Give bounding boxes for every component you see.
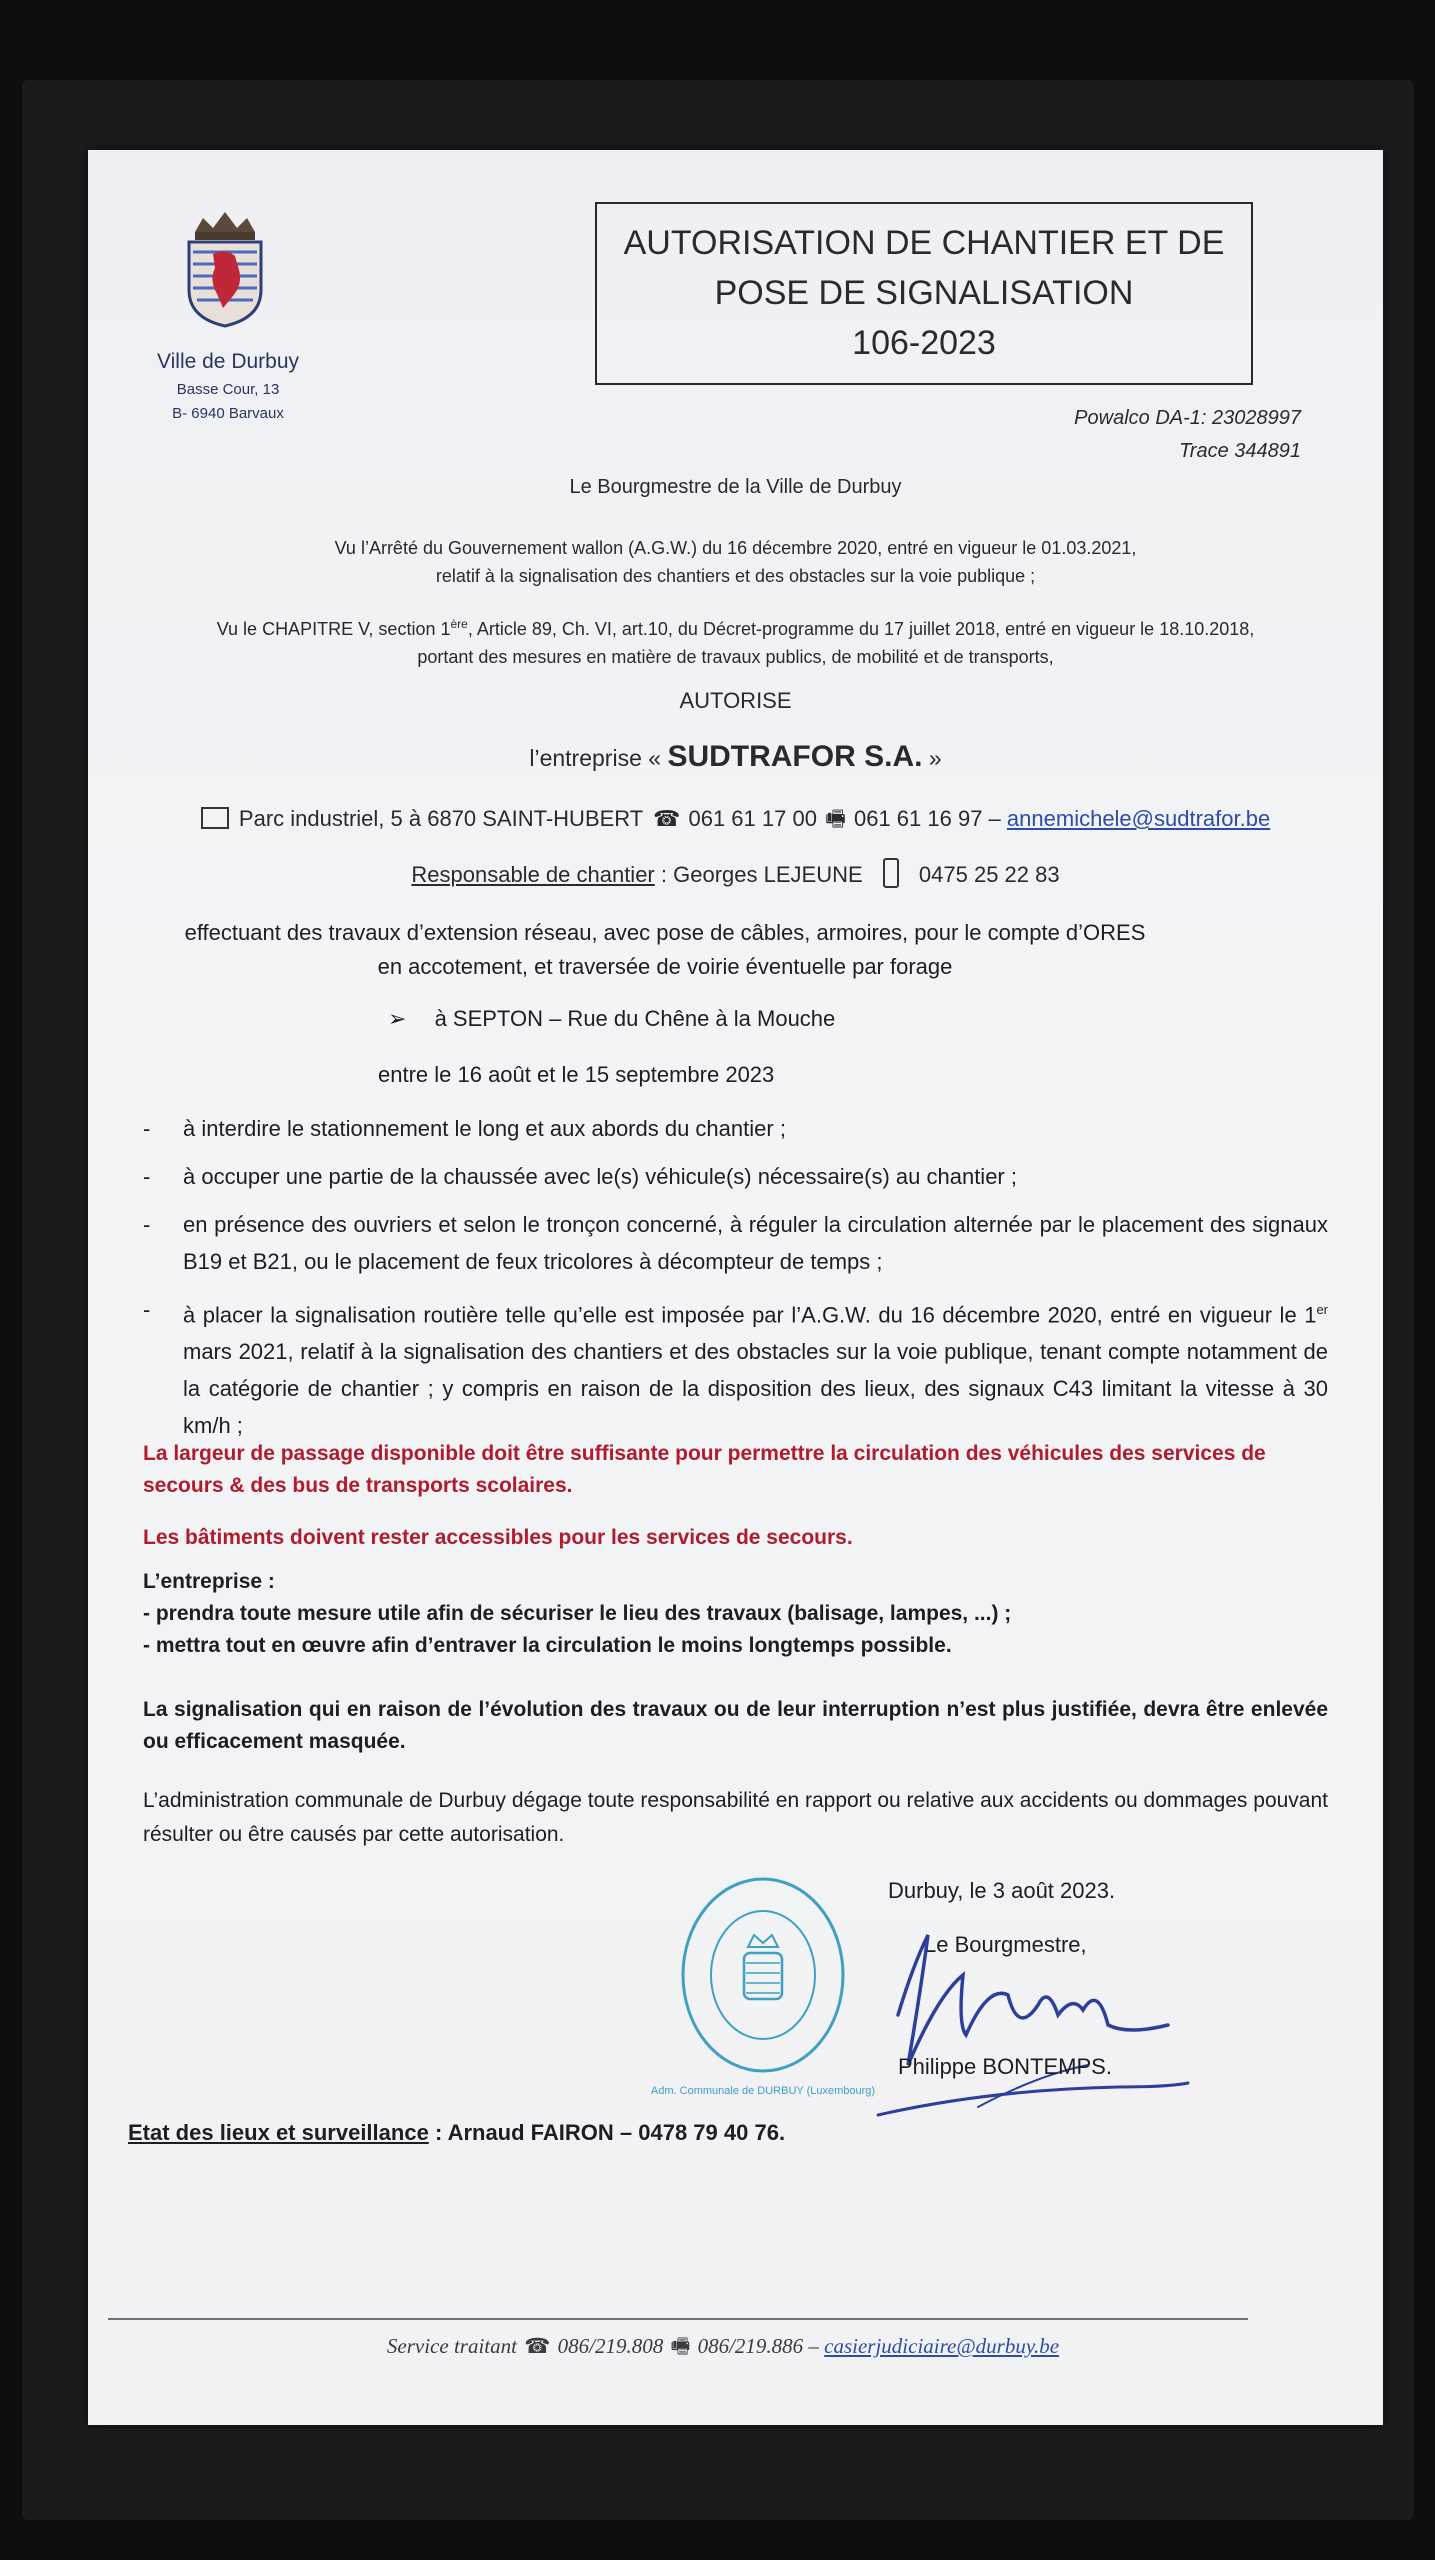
footer-label: Service traitant [386, 2334, 517, 2358]
city-address [128, 378, 328, 426]
list-item-text: à occuper une partie de la chaussée avec le(s) véhicule(s) nécessaire(s) au chantier ; [183, 1164, 1017, 1189]
authorization-list [143, 1110, 1328, 1455]
list-item [143, 1110, 1328, 1147]
title-line-2: POSE DE SIGNALISATION [714, 274, 1134, 312]
document-page [88, 150, 1383, 2425]
bourgmestre-line: Le Bourgmestre de la Ville de Durbuy [569, 476, 902, 498]
footer-phone-icon: ☎ [524, 2334, 551, 2358]
municipal-stamp-icon [678, 1875, 848, 2075]
legal-basis-2-sup: ère [450, 617, 468, 631]
signage-removal-notice: La signalisation qui en raison de l’évolution des travaux ou de leur interruption n’est plus justifiée, devra être enlevée ou efficacement masquée. [143, 1698, 1328, 1753]
contractor-obligation-1: - prendra toute mesure utile afin de sécuriser le lieu des travaux (balisage, lampes, ...) ; [143, 1602, 1012, 1625]
company-address: Parc industriel, 5 à 6870 SAINT-HUBERT [238, 806, 643, 831]
open-quote: « [648, 745, 662, 771]
company-fax: 061 61 16 97 – [853, 806, 1001, 831]
stamp-text: Adm. Communale de DURBUY (Luxembourg) [650, 2085, 876, 2097]
contractor-obligation-2: - mettra tout en œuvre afin d’entraver la circulation le moins longtemps possible. [143, 1634, 952, 1657]
phone-icon: ☎ [652, 806, 681, 831]
notice-buildings-access: Les bâtiments doivent rester accessibles pour les services de secours. [143, 1526, 853, 1549]
ref-trace: Trace 344891 [1179, 440, 1301, 462]
footer-phone: 086/219.808 [557, 2334, 664, 2358]
legal-basis-2-line-1 [88, 610, 1383, 643]
company-prefix: l’entreprise [529, 745, 642, 771]
footer-fax-icon: 🖷 [670, 2334, 691, 2358]
surveillance-value: Arnaud FAIRON – 0478 79 40 76. [447, 2120, 786, 2145]
legal-basis-2-a: Vu le CHAPITRE V, section 1 [216, 619, 451, 639]
list-item-text-a: à placer la signalisation routière telle qu’elle est imposée par l’A.G.W. du 16 décembre 2020, entré en vigueur le 1 [183, 1302, 1317, 1328]
address-line-1: Basse Cour, 13 [176, 381, 280, 398]
coat-of-arms-icon [183, 210, 267, 328]
footer-fax: 086/219.886 – [697, 2334, 819, 2358]
site-manager-phone: 0475 25 22 83 [918, 862, 1060, 887]
signature-role: Le Bourgmestre, [924, 1932, 1087, 1957]
reference-block [1074, 402, 1301, 468]
legal-basis-1-line-1: Vu l’Arrêté du Gouvernement wallon (A.G.W.) du 16 décembre 2020, entré en vigueur le 01.03.2021, [334, 538, 1137, 558]
fax-icon: 🖷 [825, 806, 846, 831]
city-name: Ville de Durbuy [156, 350, 300, 373]
footer [148, 2332, 1298, 2367]
envelope-icon [201, 807, 229, 829]
contractor-label: L’entreprise : [143, 1570, 275, 1593]
ref-powalco: Powalco DA-1: 23028997 [1074, 407, 1301, 429]
list-dash: - [143, 1116, 151, 1141]
liability-disclaimer: L’administration communale de Durbuy dégage toute responsabilité en rapport ou relative aux accidents ou dommages pouvant résulter ou être causés par cette autorisation. [143, 1789, 1328, 1846]
works-description [140, 916, 1190, 984]
location-text: à SEPTON – Rue du Chêne à la Mouche [434, 1006, 836, 1031]
works-location [388, 1006, 835, 1032]
works-line-1: effectuant des travaux d’extension réseau, avec pose de câbles, armoires, pour le compte d’ORES [184, 920, 1146, 945]
title-number: 106-2023 [852, 324, 996, 362]
mobile-phone-icon [883, 858, 899, 888]
surveillance-label: Etat des lieux et surveillance [128, 2120, 429, 2145]
works-period: entre le 16 août et le 15 septembre 2023 [378, 1062, 775, 1087]
list-item-sup: er [1316, 1302, 1328, 1317]
surveillance-sep: : [434, 2120, 443, 2145]
title-line-1: AUTORISATION DE CHANTIER ET DE [623, 224, 1225, 262]
legal-basis-2 [88, 610, 1383, 671]
list-dash: - [143, 1212, 151, 1237]
legal-basis-1 [88, 534, 1383, 590]
company-line [88, 740, 1383, 774]
contractor-obligations [143, 1566, 1328, 1662]
legal-basis-2-line-2: portant des mesures en matière de travaux publics, de mobilité et de transports, [417, 647, 1054, 667]
list-item [143, 1291, 1328, 1444]
site-manager-name: Georges LEJEUNE [673, 862, 863, 887]
list-dash: - [143, 1164, 151, 1189]
notice-passage-width: La largeur de passage disponible doit être suffisante pour permettre la circulation des véhicules des services de secours & des bus de transports scolaires. [143, 1442, 1266, 1497]
address-line-2: B- 6940 Barvaux [172, 405, 284, 422]
legal-basis-2-b: , Article 89, Ch. VI, art.10, du Décret-programme du 17 juillet 2018, entré en vigueur le 18.10.2018, [467, 619, 1255, 639]
handwritten-signature-icon [868, 1875, 1198, 2135]
autorise-heading: AUTORISE [679, 688, 792, 713]
site-manager-line [88, 858, 1383, 888]
company-phone: 061 61 17 00 [688, 806, 817, 831]
company-contact [88, 802, 1383, 840]
site-manager-label: Responsable de chantier [411, 862, 655, 887]
arrow-bullet-icon: ➢ [388, 1006, 407, 1031]
site-manager-sep: : [660, 862, 668, 887]
signatory-name: Philippe BONTEMPS. [898, 2054, 1112, 2079]
footer-divider [108, 2318, 1248, 2320]
list-item-text: à interdire le stationnement le long et aux abords du chantier ; [183, 1116, 786, 1141]
list-item-text: en présence des ouvriers et selon le tronçon concerné, à réguler la circulation alternée par le placement des signaux B19 et B21, ou le placement de feux tricolores à décompteur de temps ; [183, 1212, 1328, 1274]
list-item [143, 1206, 1328, 1280]
legal-basis-1-line-2: relatif à la signalisation des chantiers et des obstacles sur la voie publique ; [435, 566, 1036, 586]
signature-date: Durbuy, le 3 août 2023. [888, 1878, 1116, 1903]
surveillance-line [128, 2120, 785, 2146]
document-title-box [595, 202, 1253, 385]
footer-email-link[interactable]: casierjudiciaire@durbuy.be [824, 2334, 1060, 2358]
company-email-link[interactable]: annemichele@sudtrafor.be [1006, 806, 1271, 831]
list-item [143, 1158, 1328, 1195]
company-name: SUDTRAFOR S.A. [667, 740, 923, 773]
list-dash: - [143, 1297, 151, 1322]
works-line-2: en accotement, et traversée de voirie éventuelle par forage [377, 954, 953, 979]
close-quote: » [928, 745, 942, 771]
list-item-text-b: mars 2021, relatif à la signalisation des chantiers et des obstacles sur la voie publique, tenant compte notamment de la catégorie de chantier ; y compris en raison de la disposition des lieux, des signaux C43 limitant la vitesse à 30 km/h ; [183, 1339, 1328, 1439]
